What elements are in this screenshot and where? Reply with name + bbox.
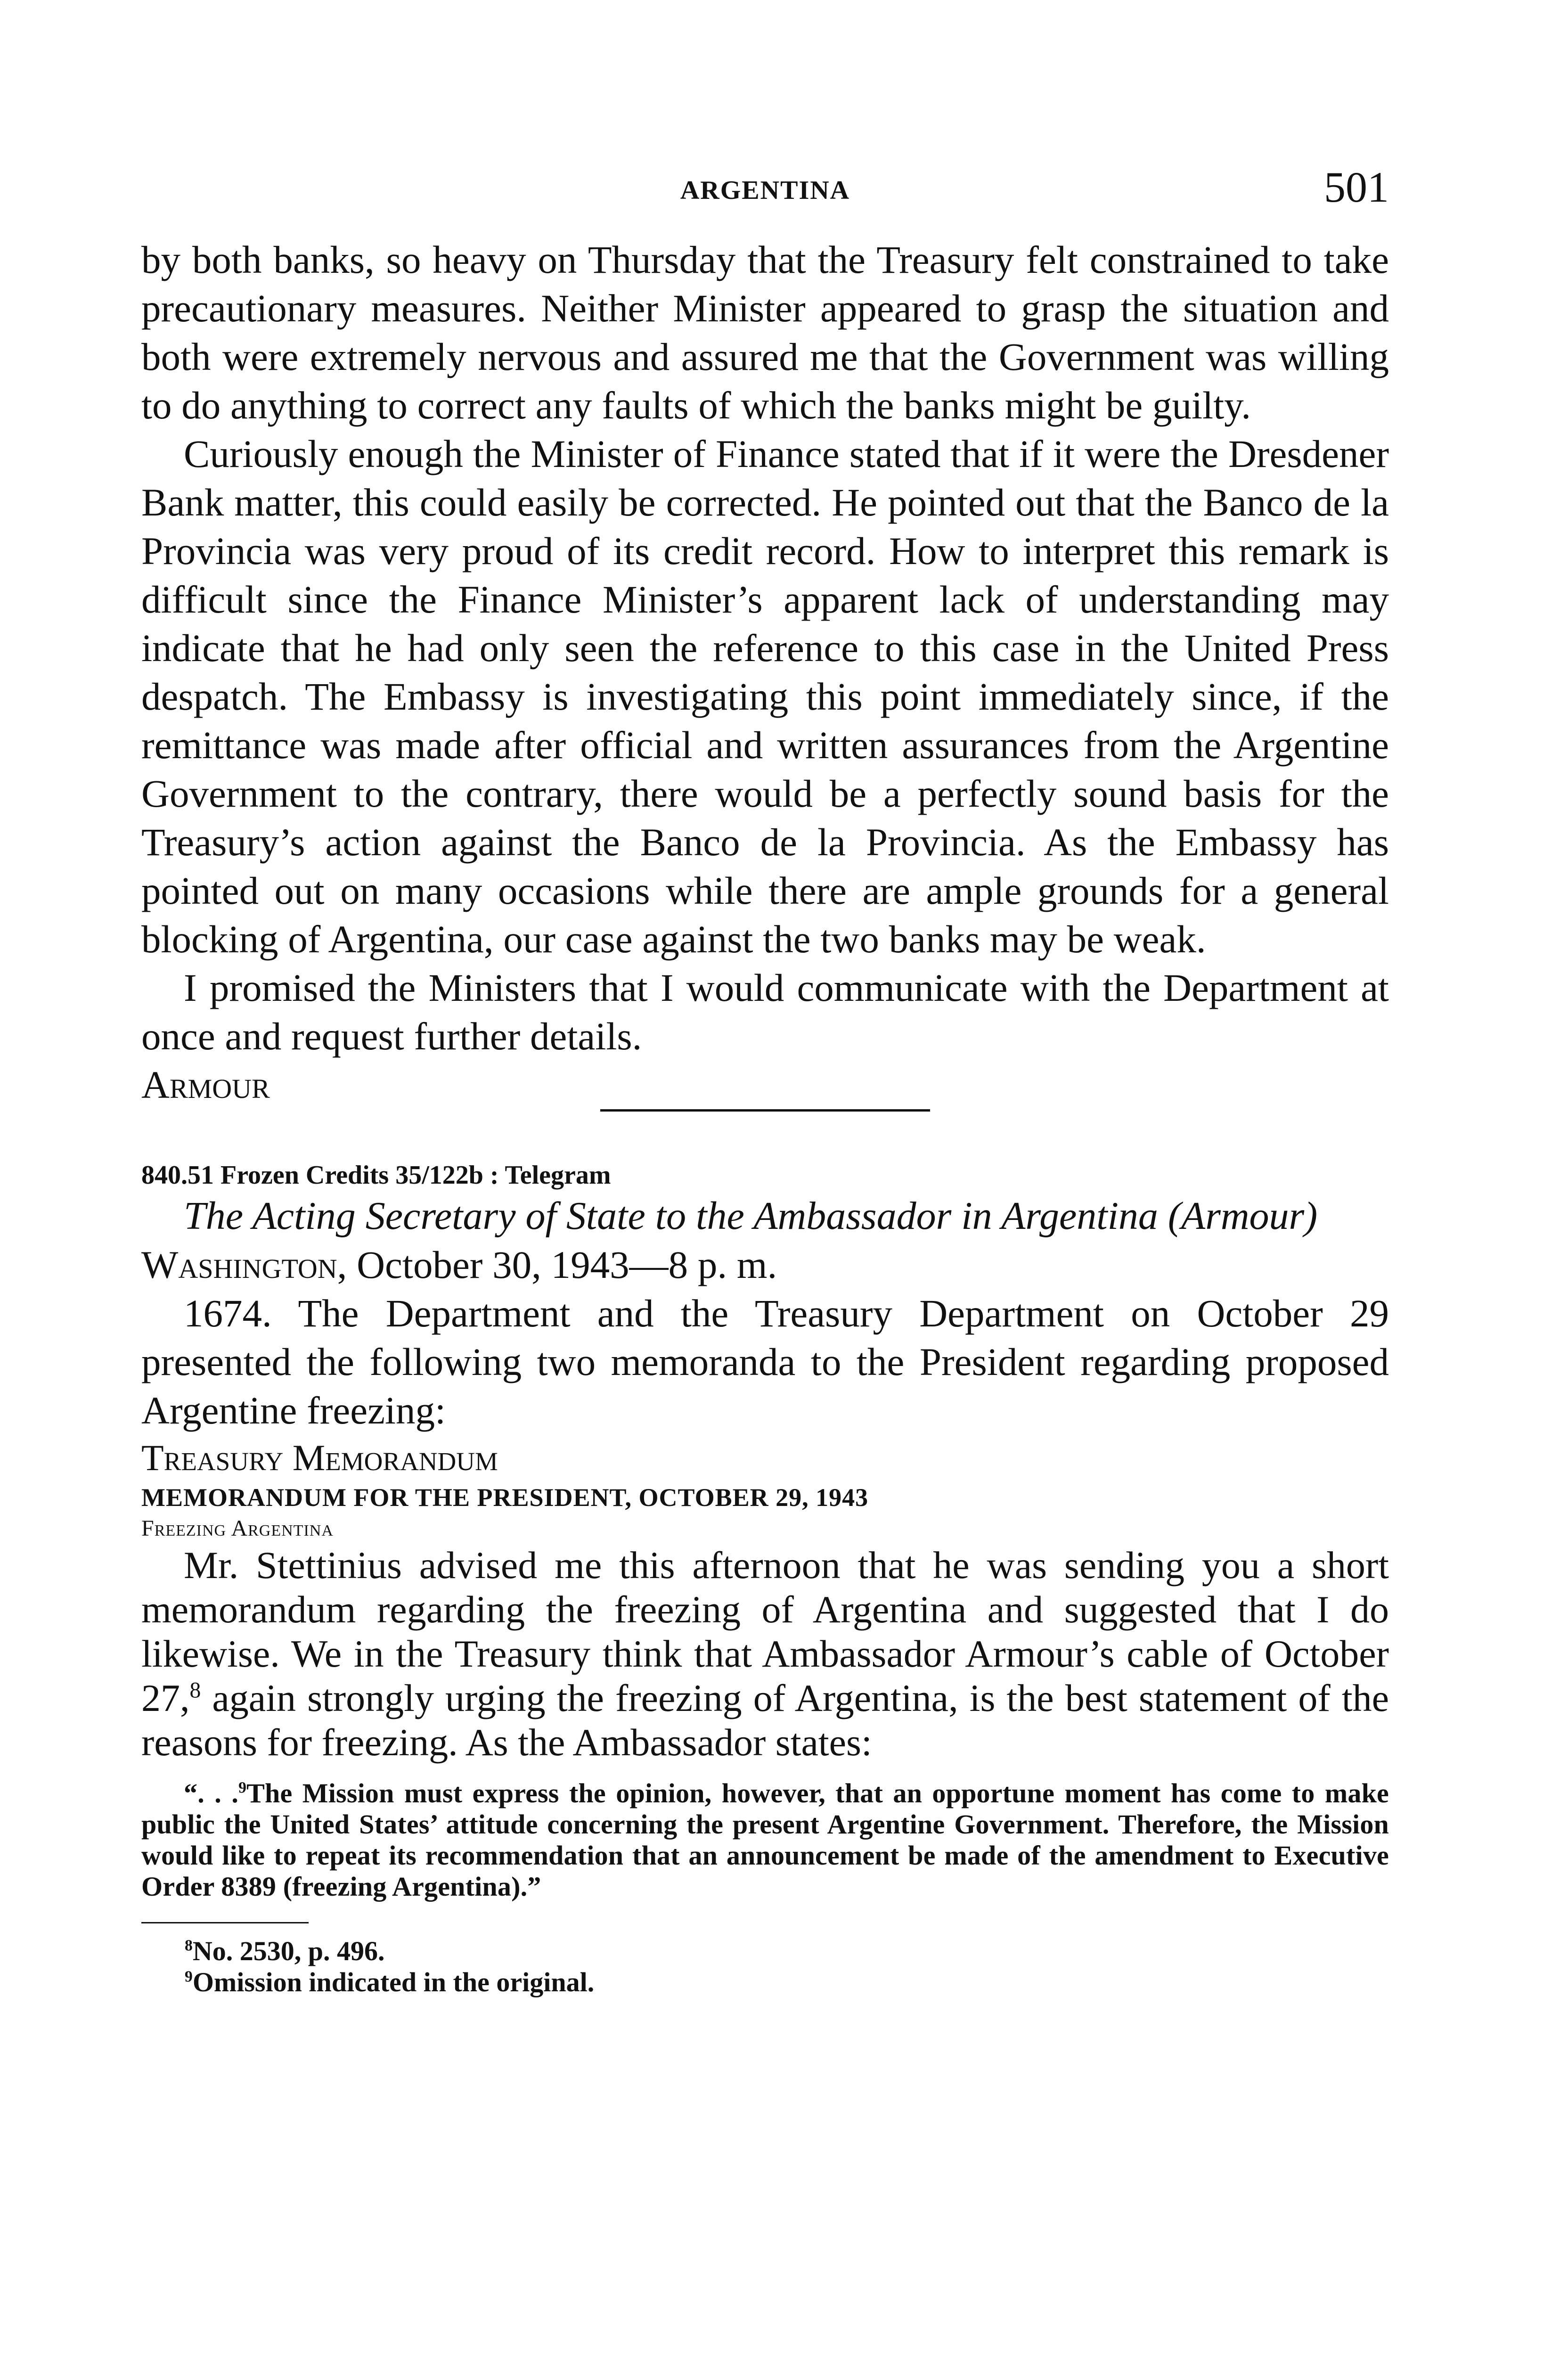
- footnote-8-text: No. 2530, p. 496.: [192, 1936, 385, 1966]
- footnote-9-text: Omission indicated in the original.: [192, 1967, 595, 1997]
- paragraph-promise: I promised the Ministers that I would communicate with the Department at once and request further details.: [141, 966, 1389, 1058]
- quoted-cable-excerpt: [141, 1778, 1389, 1902]
- paragraph-continuation: by both banks, so heavy on Thursday that the Treasury felt constrained to take precautionary measures. Neither Minister appeared to grasp the situation and both were extremely nervous and assured me that the Government was willing to do anything to correct any faults of which the banks might be guilty.: [141, 238, 1389, 427]
- telegram-place: Washington: [141, 1243, 337, 1286]
- memorandum-heading: Treasury Memorandum: [141, 1437, 498, 1478]
- memorandum-body: [141, 1543, 1389, 1765]
- footnote-divider: [141, 1922, 309, 1923]
- memorandum-body-end: again strongly urging the freezing of Argentina, is the best statement of the reasons for freezing. As the Ambassador states:: [141, 1677, 1389, 1764]
- memorandum-subject: Freezing Argentina: [141, 1516, 334, 1541]
- footnote-9: [141, 1967, 1389, 1998]
- memorandum-subheading: MEMORANDUM FOR THE PRESIDENT, OCTOBER 29, 1943: [141, 1483, 869, 1512]
- telegram-paragraph: 1674. The Department and the Treasury Department on October 29 presented the following two memoranda to the President regarding proposed Argentine freezing:: [141, 1292, 1389, 1432]
- footnote-9-number: 9: [185, 1968, 193, 1986]
- footnote-reference-9: 9: [238, 1779, 247, 1797]
- footnote-reference-8: 8: [189, 1678, 201, 1703]
- footnotes: [141, 1936, 1389, 1998]
- quote-body: The Mission must express the opinion, however, that an opportune moment has come to make public the United States’ attitude concerning the present Argentine Government. Therefore, the Mission would like to repeat its recommendation that an announcement be made of the amendment to Executive Order 8389 (freezing Argentina).”: [141, 1778, 1389, 1902]
- telegram-place-date: [141, 1241, 1389, 1289]
- page-number: 501: [1324, 163, 1389, 211]
- section-divider: [600, 1109, 930, 1112]
- file-reference: 840.51 Frozen Credits 35/122b : Telegram: [141, 1161, 611, 1190]
- paragraph-minister-of-finance: Curiously enough the Minister of Finance stated that if it were the Dresdener Bank matter, this could easily be corrected. He pointed out that the Banco de la Provincia was very proud of its credit record. How to interpret this remark is difficult since the Finance Minister’s apparent lack of understanding may indicate that he had only seen the reference to this case in the United Press despatch. The Embassy is investigating this point immediately since, if the remittance was made after official and written assurances from the Argentine Government to the contrary, there would be a perfectly sound basis for the Treasury’s action against the Banco de la Provincia. As the Embassy has pointed out on many occasions while there are ample grounds for a general blocking of Argentina, our case against the two banks may be weak.: [141, 432, 1389, 961]
- footnote-8: [141, 1936, 1389, 1967]
- telegram-date: , October 30, 1943—8 p. m.: [337, 1243, 777, 1286]
- signature-armour: Armour: [141, 1063, 270, 1106]
- page-header: [141, 165, 1389, 217]
- memorandum-body-start: Mr. Stettinius advised me this afternoon that he was sending you a short memorandum regarding the freezing of Argentina and suggested that I do likewise. We in the Treasury think that Ambassador Armour’s cable of October 27,: [141, 1544, 1389, 1719]
- document-title: The Acting Secretary of State to the Ambassador in Argentina (Armour): [184, 1194, 1318, 1238]
- footnote-8-number: 8: [185, 1937, 193, 1955]
- running-head: ARGENTINA: [680, 176, 850, 205]
- page-content: [141, 236, 1389, 1998]
- quote-start: “. . .: [184, 1778, 239, 1808]
